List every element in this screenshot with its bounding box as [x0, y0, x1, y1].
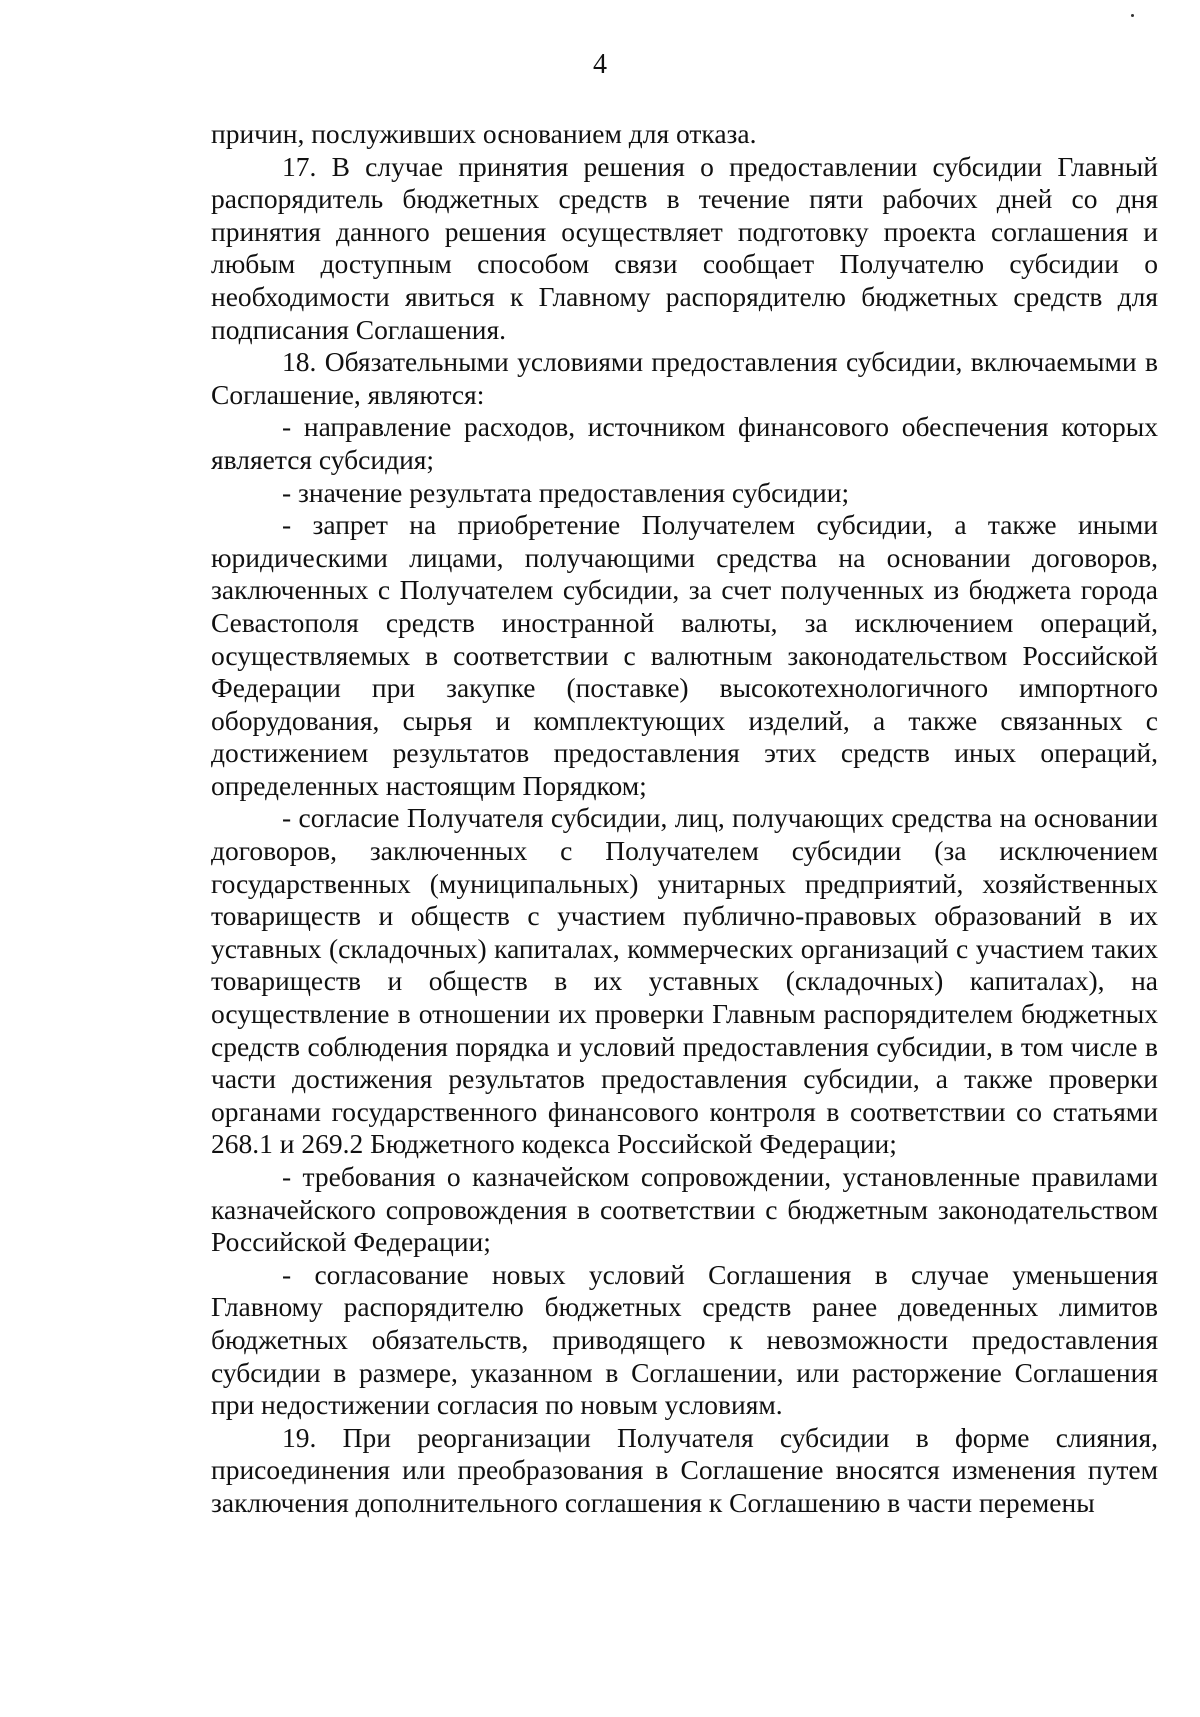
condition-inspection-consent: - согласие Получателя субсидии, лиц, получающих средства на основании договоров, заключенных с Получателем субсидии (за исключением государственных (муниципальных) унитарных предприятий, хозяйственных товариществ и обществ с участием публично-правовых образований в их уставных (складочных) капиталах, коммерческих организаций с участием таких товариществ и обществ в их уставных (складочных) капиталах), на осуществление в отношении их проверки Главным распорядителем бюджетных средств соблюдения порядка и условий предоставления субсидии, в том числе в части достижения результатов предоставления субсидии, а также проверки органами государственного финансового контроля в соответствии со статьями 268.1 и 269.2 Бюджетного кодекса Российской Федерации;	[211, 802, 1158, 1160]
condition-currency-ban: - запрет на приобретение Получателем субсидии, а также иными юридическими лицами, получающими средства на основании договоров, заключенных с Получателем субсидии, за счет полученных из бюджета города Севастополя средств иностранной валюты, за исключением операций, осуществляемых в соответствии с валютным законодательством Российской Федерации при закупке (поставке) высокотехнологичного импортного оборудования, сырья и комплектующих изделий, а также связанных с достижением результатов предоставления этих средств иных операций, определенных настоящим Порядком;	[211, 509, 1158, 801]
condition-treasury-support: - требования о казначейском сопровождении, установленные правилами казначейского сопровождения в соответствии с бюджетным законодательством Российской Федерации;	[211, 1161, 1158, 1258]
paragraph-item-18: 18. Обязательными условиями предоставления субсидии, включаемыми в Соглашение, являются:	[211, 346, 1158, 410]
paragraph-continuation: причин, послуживших основанием для отказа.	[211, 118, 757, 149]
condition-expense-direction: - направление расходов, источником финансового обеспечения которых является субсидия;	[211, 411, 1158, 475]
condition-new-terms: - согласование новых условий Соглашения в случае уменьшения Главному распорядителю бюджетных средств ранее доведенных лимитов бюджетных обязательств, приводящего к невозможности предоставления субсидии в размере, указанном в Соглашении, или расторжение Соглашения при недостижении согласия по новым условиям.	[211, 1258, 1158, 1421]
paragraph-item-19: 19. При реорганизации Получателя субсидии в форме слияния, присоединения или преобразования в Соглашение вносятся изменения путем заключения дополнительного соглашения к Соглашению в части перемены	[211, 1421, 1158, 1518]
paragraph-item-17: 17. В случае принятия решения о предоставлении субсидии Главный распорядитель бюджетных средств в течение пяти рабочих дней со дня принятия данного решения осуществляет подготовку проекта соглашения и любым доступным способом связи сообщает Получателю субсидии о необходимости явиться к Главному распорядителю бюджетных средств для подписания Соглашения.	[211, 150, 1158, 345]
document-body	[211, 118, 1158, 1520]
page-number: 4	[593, 49, 607, 80]
condition-result-value: - значение результата предоставления субсидии;	[282, 476, 850, 508]
scan-speck	[1131, 14, 1134, 17]
